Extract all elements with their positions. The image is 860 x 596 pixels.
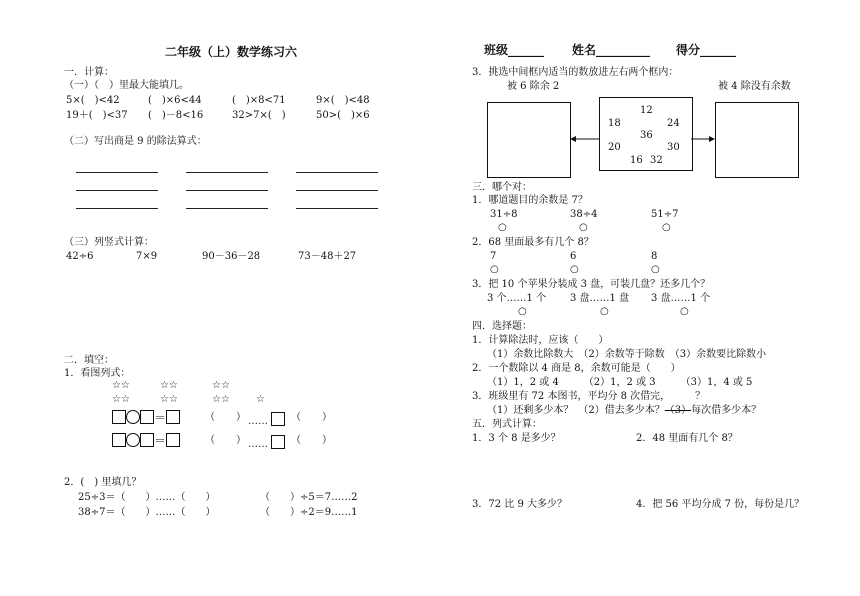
option-text: 每次借多少本？ (691, 405, 762, 416)
fill-item: 9×( )<48 (316, 95, 370, 106)
answer-circle[interactable]: ○ (651, 264, 660, 275)
fill-item: 50>( )×6 (316, 110, 370, 121)
s3-q2: 2．68 里面最多有几个 8？ (472, 237, 594, 248)
answer-circle[interactable]: ○ (680, 306, 689, 317)
option-text: （1）还剩多少本？ （2）借去多少本？ (487, 405, 665, 416)
option-text: 3 个……1 个 (487, 293, 547, 304)
vertical-calc-item: 73－48＋27 (298, 251, 357, 262)
remainder-item: 25÷3＝（ ）……（ ） (78, 492, 216, 503)
q3-left-label: 被 6 除余 2 (507, 81, 560, 92)
s3-q3: 3．把 10 个苹果分装成 3 盘，可装几盘？还多几个？ (472, 279, 711, 290)
section-1-sub2: （二）写出商是 9 的除法算式： (64, 136, 207, 147)
vertical-calc-item: 90－36－28 (202, 251, 261, 262)
s4-q2: 2．一个数除以 4 商是 8，余数可能是（ ） (472, 363, 681, 374)
answer-circle[interactable]: ○ (600, 306, 609, 317)
s4-q3: 3．班级里有 72 本图书，平均分 8 次借完， ？ (472, 391, 706, 402)
equals-sign: ＝ (154, 434, 167, 448)
stars: ☆☆ (212, 394, 230, 405)
answer-circle[interactable]: ○ (490, 264, 499, 275)
option-text: 3 盘……1 个 (651, 293, 711, 304)
s5-q2: 2．48 里面有几个 8？ (636, 433, 738, 444)
answer-circle[interactable]: ○ (579, 222, 588, 233)
remainder-item: 38÷7＝（ ）……（ ） (78, 507, 216, 518)
s5-q1: 1．3 个 8 是多少？ (472, 433, 561, 444)
fill-item: 32>7×( ) (232, 110, 286, 121)
paren-open: （ (291, 435, 301, 446)
option-text: 6 (570, 251, 577, 262)
center-number: 32 (650, 155, 663, 166)
section-3-heading: 三．哪个对： (472, 182, 532, 193)
option-text: 8 (651, 251, 658, 262)
q3-right-label: 被 4 除没有余数 (718, 81, 791, 92)
center-number: 12 (640, 105, 653, 116)
section-5-heading: 五．列式计算： (472, 419, 542, 430)
answer-circle[interactable]: ○ (662, 222, 671, 233)
option-text: 31÷8 (490, 209, 518, 220)
answer-circle[interactable]: ○ (570, 264, 579, 275)
remainder-item: （ ）÷2＝9……1 (260, 507, 358, 518)
s5-q4: 4．把 56 平均分成 7 份，每份是几？ (636, 499, 805, 510)
q3-instruction: 3．挑选中间框内适当的数放进左右两个框内： (472, 67, 679, 78)
option-text: 3 盘……1 盘 (570, 293, 630, 304)
ellipsis: …… (248, 412, 285, 427)
section-1-sub3: （三）列竖式计算： (64, 237, 154, 248)
vertical-calc-item: 42÷6 (66, 251, 94, 262)
s3-q1: 1．哪道题目的余数是 7？ (472, 195, 588, 206)
stars: ☆ (256, 394, 265, 405)
answer-circle[interactable]: ○ (518, 306, 527, 317)
section-2-q2: 2．( ) 里填几？ (64, 477, 142, 488)
page-title: 二年级（上）数学练习六 (165, 45, 298, 59)
stars: ☆☆ (160, 394, 178, 405)
section-2-q1: 1．看图列式： (64, 368, 131, 379)
fill-item: ( )×8<71 (232, 95, 286, 106)
section-1-heading: 一．计算： (64, 67, 114, 78)
paren-close: ） (322, 435, 332, 446)
s4-q1-options: （1）余数比除数大 （2）余数等于除数 （3）余数要比除数小 (487, 349, 767, 360)
stars: ☆☆ (112, 394, 130, 405)
option-text: 38÷4 (570, 209, 598, 220)
s4-q1: 1．计算除法时，应该（ ） (472, 335, 609, 346)
s4-q2-options: （1）1，2 或 4 （2）1，2 或 3 （3）1，4 或 5 (487, 377, 753, 388)
name-field[interactable]: 姓名_________ (572, 43, 651, 57)
center-number: 16 (630, 155, 643, 166)
center-number: 18 (608, 118, 621, 129)
fill-item: ( )×6<44 (148, 95, 202, 106)
paren-close: ） (322, 412, 332, 423)
option-text: 51÷7 (651, 209, 679, 220)
section-1-sub1: （一）（ ）里最大能填几。 (64, 80, 189, 91)
option-text: 7 (490, 251, 497, 262)
score-field[interactable]: 得分______ (676, 43, 737, 57)
center-number: 20 (608, 142, 621, 153)
stars: ☆☆ (160, 380, 178, 391)
class-field[interactable]: 班级______ (484, 43, 545, 57)
ellipsis: …… (248, 435, 285, 450)
section-2-heading: 二．填空： (64, 355, 114, 366)
s4-q3-options (487, 406, 761, 416)
remainder-item: （ ）÷5＝7……2 (260, 492, 358, 503)
stars: ☆☆ (212, 380, 230, 391)
stars: ☆☆ (112, 380, 130, 391)
struck-option-number: （3） (664, 405, 692, 416)
center-number: 36 (640, 130, 653, 141)
fill-item: 5×( )<42 (66, 95, 120, 106)
answer-circle[interactable]: ○ (498, 222, 507, 233)
s5-q3: 3．72 比 9 大多少？ (472, 499, 567, 510)
equals-sign: ＝ (154, 411, 167, 425)
paren-open: （ (205, 435, 215, 446)
center-number: 30 (667, 142, 680, 153)
center-number: 24 (667, 118, 680, 129)
paren-close: ） (236, 412, 246, 423)
paren-open: （ (291, 412, 301, 423)
fill-item: ( )－8<16 (148, 110, 204, 121)
paren-close: ） (236, 435, 246, 446)
fill-item: 19＋( )<37 (66, 110, 128, 121)
vertical-calc-item: 7×9 (136, 251, 158, 262)
section-4-heading: 四．选择题： (472, 321, 532, 332)
paren-open: （ (205, 412, 215, 423)
